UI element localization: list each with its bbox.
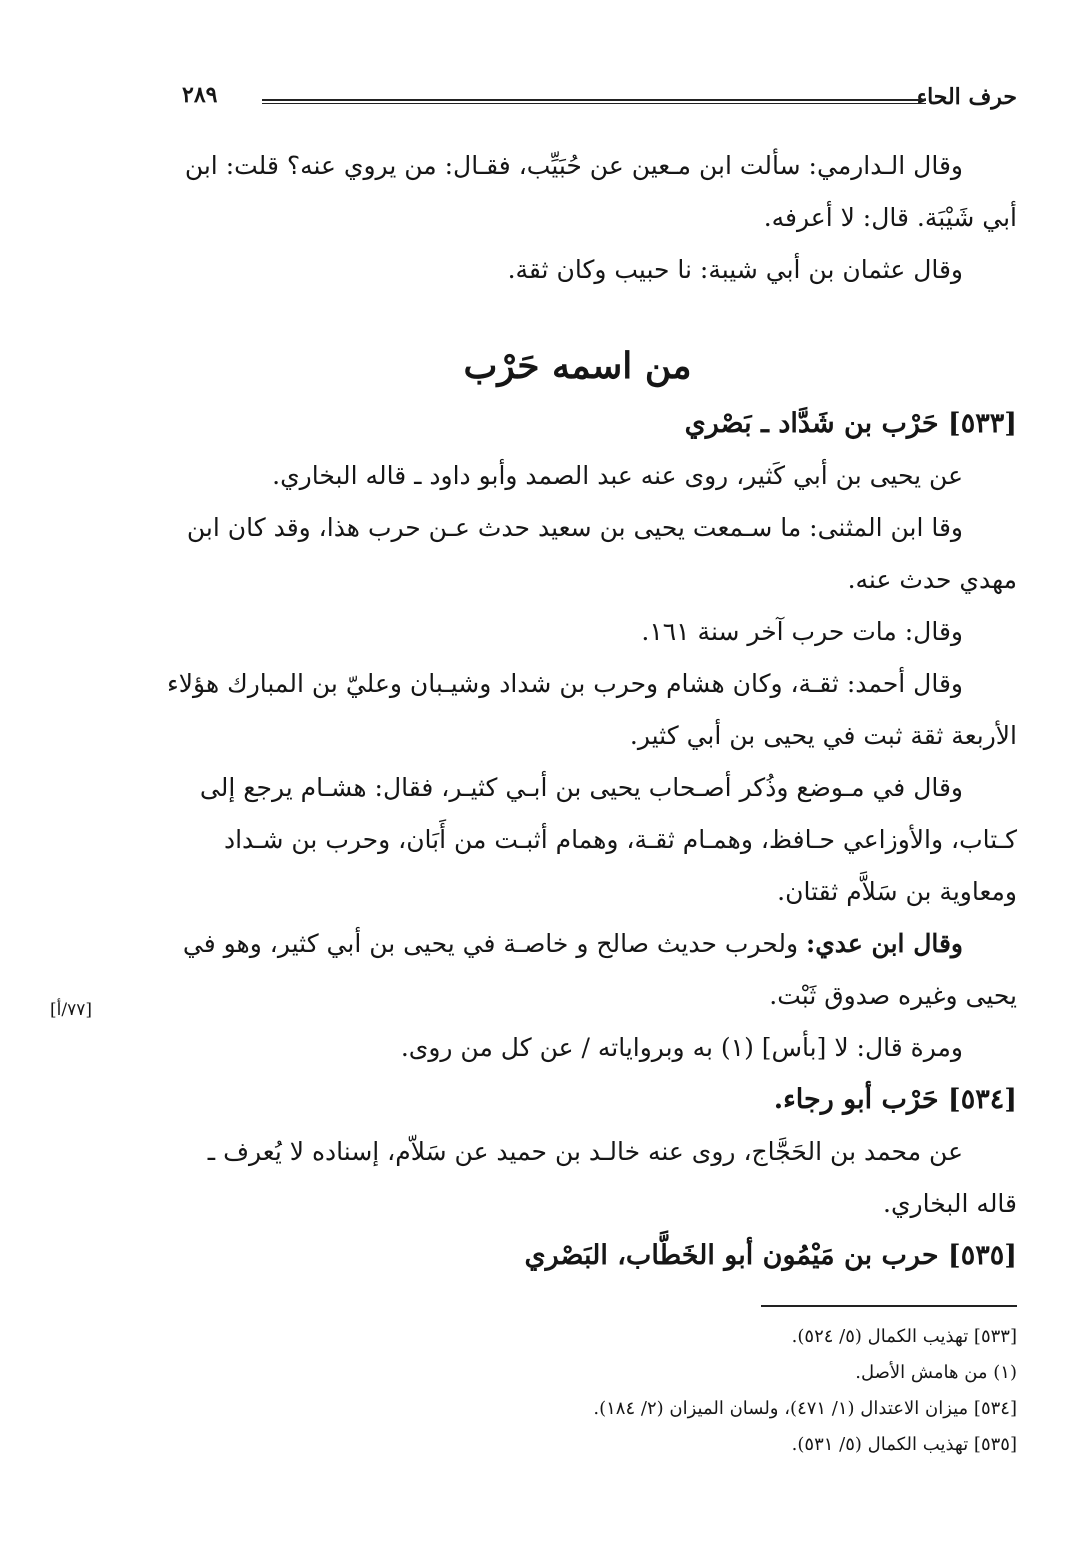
page-number: ٢٨٩	[182, 82, 218, 108]
paragraph-continuation: كـتاب، والأوزاعي حـافظ، وهمـام ثقـة، وهمام أثبـت من أَبَان، وحرب بن شـداد	[223, 825, 1017, 854]
paragraph: وقا ابن المثنى: ما سـمعت يحيى بن سعيد حدث عـن حرب هذا، وقد كان ابن	[186, 513, 963, 542]
paragraph-continuation: مهدي حدث عنه.	[847, 565, 1017, 594]
section-heading: من اسمه حَرْب	[463, 345, 692, 387]
running-title: حرف الحاء	[916, 84, 1017, 110]
paragraph	[138, 918, 1017, 970]
spacer	[138, 296, 1017, 334]
entry-heading-534: [٥٣٤] حَرْب أبو رجاء.	[773, 1084, 1017, 1115]
footnote: [٥٣٣] تهذيب الكمال (٥/ ٥٢٤).	[791, 1326, 1017, 1347]
header-rule	[262, 99, 926, 101]
paragraph: عن يحيى بن أبي كَثير، روى عنه عبد الصمد وأبو داود ـ قاله البخاري.	[272, 461, 963, 490]
paragraph: وقال: مات حرب آخر سنة ١٦١.	[641, 617, 963, 646]
bold-lead: وقال ابن عدي:	[806, 929, 963, 958]
paragraph-continuation: ومعاوية بن سَلاَّم ثقتان.	[777, 877, 1017, 906]
footnote: (١) من هامش الأصل.	[855, 1362, 1017, 1383]
footnote: [٥٣٥] تهذيب الكمال (٥/ ٥٣١).	[791, 1434, 1017, 1455]
paragraph: وقال الـدارمي: سألت ابن مـعين عن حُبَيِّب، فقـال: من يروي عنه؟ قلت: ابن	[184, 151, 963, 180]
paragraph-continuation: قاله البخاري.	[883, 1189, 1017, 1218]
paragraph: وقال في مـوضع وذُكر أصـحاب يحيى بن أبـي كثيـر، فقال: هشـام يرجع إلى	[199, 773, 963, 802]
main-text	[138, 140, 1017, 1282]
paragraph: وقال عثمان بن أبي شيبة: نا حبيب وكان ثقة.	[507, 255, 963, 284]
paragraph: وقال أحمد: ثقـة، وكان هشام وحرب بن شداد وشيـبان وعليّ بن المبارك هؤلاء	[167, 669, 963, 698]
paragraph: ومرة قال: لا [بأس] (١) به وبرواياته / عن كل من روى.	[400, 1033, 963, 1062]
entry-heading-535: [٥٣٥] حرب بن مَيْمُون أبو الخَطَّاب، البَصْري	[524, 1240, 1017, 1271]
paragraph-continuation: أبي شَيْبَة. قال: لا أعرفه.	[763, 203, 1017, 232]
margin-folio-note: [٧٧/أ]	[50, 1000, 92, 1020]
footnotes	[140, 1319, 1017, 1463]
paragraph-continuation: الأربعة ثقة ثبت في يحيى بن أبي كثير.	[629, 721, 1017, 750]
footnote-separator	[761, 1305, 1017, 1307]
footnote: [٥٣٤] ميزان الاعتدال (١/ ٤٧١)، ولسان الميزان (٢/ ١٨٤).	[593, 1398, 1017, 1419]
paragraph: عن محمد بن الحَجَّاج، روى عنه خالـد بن حميد عن سَلاّم، إسناده لا يُعرف ـ	[207, 1137, 963, 1166]
paragraph-continuation: يحيى وغيره صدوق ثَبْت.	[769, 981, 1017, 1010]
paragraph-text: ولحرب حديث صالح و خاصـة في يحيى بن أبي كثير، وهو في	[182, 929, 807, 958]
entry-heading-533: [٥٣٣] حَرْب بن شَدَّاد ـ بَصْري	[684, 408, 1017, 439]
